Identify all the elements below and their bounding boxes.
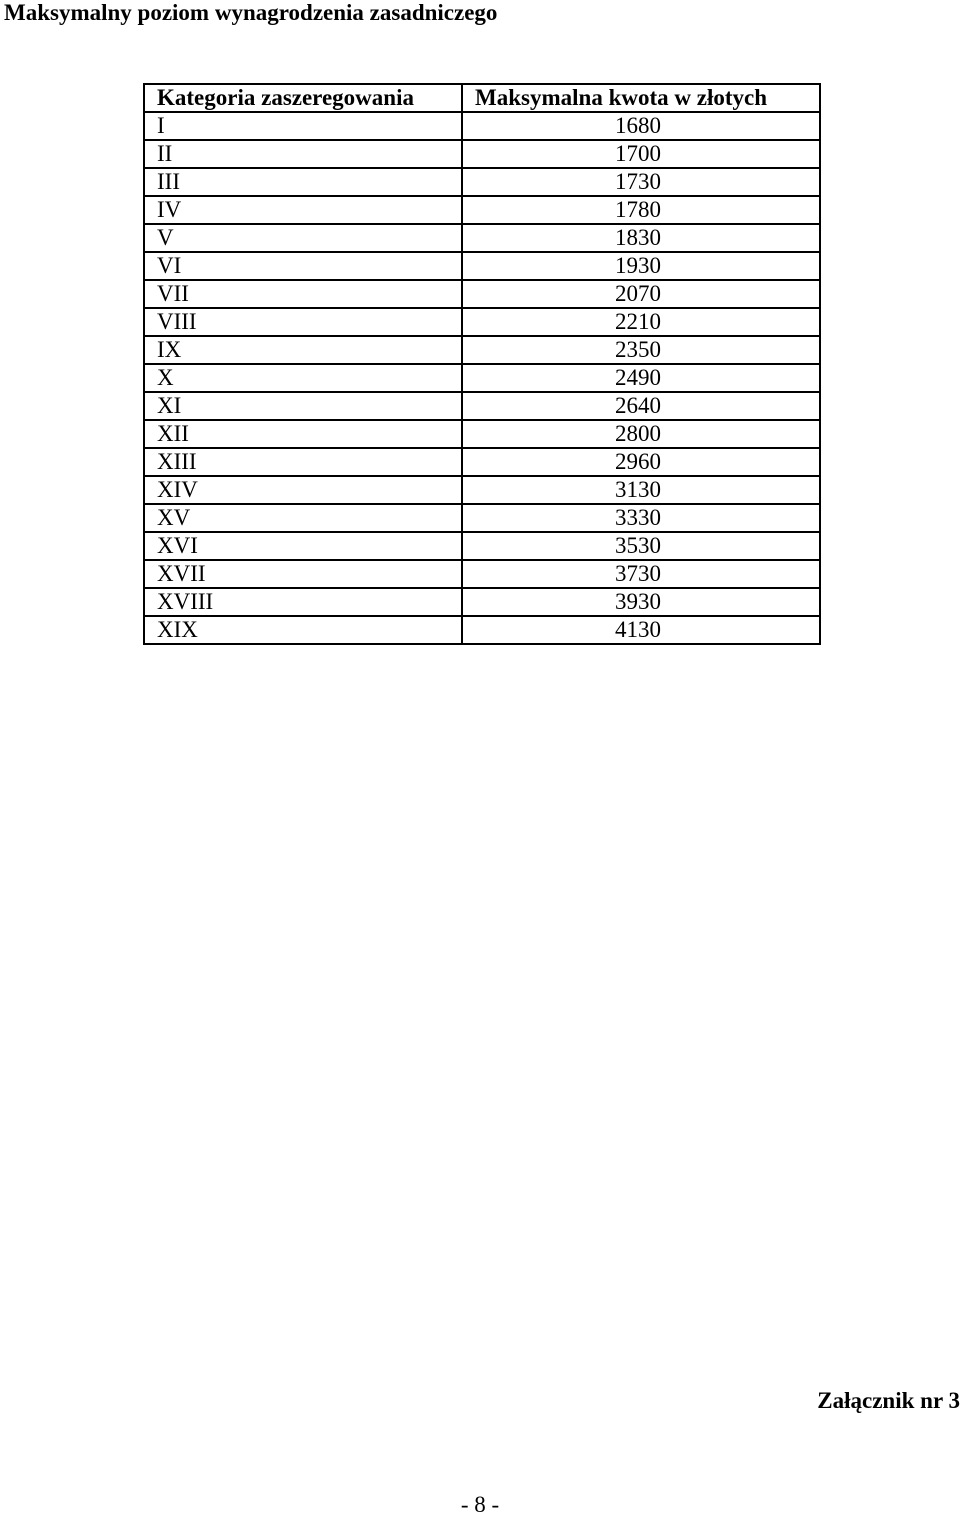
table-row <box>144 112 820 140</box>
category-cell: XV <box>144 504 462 532</box>
category-cell: IV <box>144 196 462 224</box>
table-row <box>144 588 820 616</box>
category-cell: XI <box>144 392 462 420</box>
table-row <box>144 476 820 504</box>
table-row <box>144 224 820 252</box>
table-row <box>144 504 820 532</box>
salary-table <box>143 83 821 645</box>
table-row <box>144 448 820 476</box>
table-row <box>144 308 820 336</box>
category-cell: III <box>144 168 462 196</box>
category-cell: IX <box>144 336 462 364</box>
category-cell: I <box>144 112 462 140</box>
amount-cell: 2800 <box>462 420 820 448</box>
amount-cell: 3130 <box>462 476 820 504</box>
table-row <box>144 280 820 308</box>
amount-cell: 1830 <box>462 224 820 252</box>
amount-cell: 2210 <box>462 308 820 336</box>
category-cell: XIII <box>144 448 462 476</box>
amount-cell: 3730 <box>462 560 820 588</box>
category-cell: XVIII <box>144 588 462 616</box>
amount-cell: 2640 <box>462 392 820 420</box>
amount-cell: 2070 <box>462 280 820 308</box>
category-cell: XII <box>144 420 462 448</box>
category-cell: VI <box>144 252 462 280</box>
amount-cell: 3530 <box>462 532 820 560</box>
category-cell: VII <box>144 280 462 308</box>
table-row <box>144 532 820 560</box>
category-cell: VIII <box>144 308 462 336</box>
table-header-row <box>144 84 820 112</box>
amount-cell: 2490 <box>462 364 820 392</box>
table-row <box>144 336 820 364</box>
category-cell: X <box>144 364 462 392</box>
table-row <box>144 560 820 588</box>
table-row <box>144 616 820 644</box>
category-cell: XVII <box>144 560 462 588</box>
amount-cell: 3330 <box>462 504 820 532</box>
page-title: Maksymalny poziom wynagrodzenia zasadniczego <box>4 0 498 25</box>
table-row <box>144 252 820 280</box>
amount-cell: 2350 <box>462 336 820 364</box>
header-category: Kategoria zaszeregowania <box>144 84 462 112</box>
category-cell: XVI <box>144 532 462 560</box>
table-row <box>144 168 820 196</box>
category-cell: V <box>144 224 462 252</box>
category-cell: XIX <box>144 616 462 644</box>
amount-cell: 3930 <box>462 588 820 616</box>
amount-cell: 1700 <box>462 140 820 168</box>
amount-cell: 1680 <box>462 112 820 140</box>
amount-cell: 4130 <box>462 616 820 644</box>
category-cell: II <box>144 140 462 168</box>
table-row <box>144 196 820 224</box>
amount-cell: 1780 <box>462 196 820 224</box>
category-cell: XIV <box>144 476 462 504</box>
annex-label: Załącznik nr 3 <box>817 1388 960 1413</box>
table-body <box>144 112 820 644</box>
table-row <box>144 364 820 392</box>
header-amount: Maksymalna kwota w złotych <box>462 84 820 112</box>
table-row <box>144 140 820 168</box>
amount-cell: 1730 <box>462 168 820 196</box>
page-number: - 8 - <box>460 1492 500 1517</box>
table-row <box>144 420 820 448</box>
amount-cell: 2960 <box>462 448 820 476</box>
table-row <box>144 392 820 420</box>
amount-cell: 1930 <box>462 252 820 280</box>
